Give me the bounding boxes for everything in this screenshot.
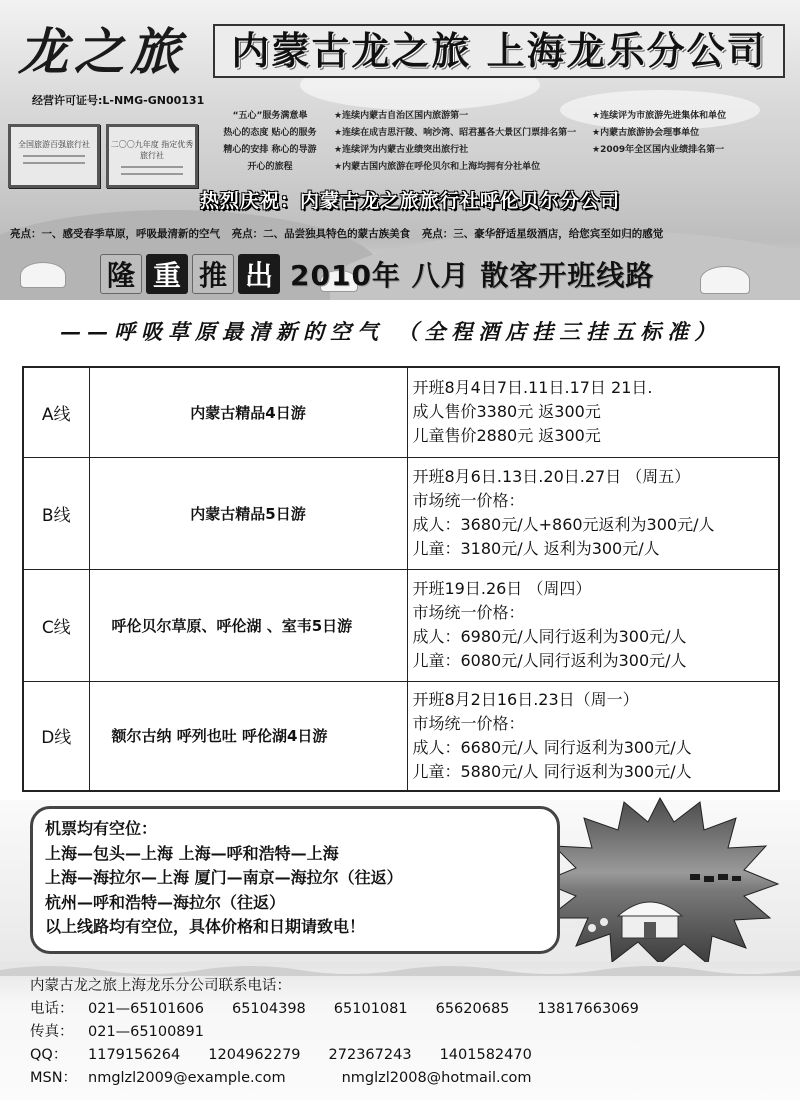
certificate-plaque (106, 124, 198, 188)
route-name: 内蒙古精品5日游 (89, 457, 407, 569)
detail-line: 成人：6980元/人同行返利为300元/人 (412, 627, 687, 646)
table-row (23, 367, 779, 457)
headline (100, 252, 654, 296)
honor-item: ★内蒙古旅游协会理事单位 (592, 128, 700, 138)
route-name: 呼伦贝尔草原、呼伦湖 、室韦5日游 (89, 569, 407, 681)
company-title: 内蒙古龙之旅 上海龙乐分公司 (213, 24, 785, 78)
logo-text: 龙之旅 (18, 22, 186, 81)
headline-text: 2010年 八月 散客开班线路 (290, 259, 655, 292)
phone-number: 65104398 (231, 1001, 306, 1017)
route-name: 内蒙古精品4日游 (89, 367, 407, 457)
certificate-title: 全国旅游百强旅行社 (18, 140, 90, 149)
qq-label: QQ： (30, 1047, 68, 1063)
flight-line: 上海—海拉尔—上海 厦门—南京—海拉尔（往返） (45, 868, 403, 887)
slogan-line: 开心的旅程 (247, 162, 293, 172)
detail-line: 开班8月6日.13日.20日.27日 （周五） (412, 467, 691, 486)
fax-label: 传真： (30, 1024, 74, 1040)
route-details (407, 681, 779, 791)
highlight-item: 亮点：三、豪华舒适星级酒店，给您宾至如归的感觉 (421, 228, 664, 240)
phone-number: 65620685 (435, 1001, 510, 1017)
certificate-title: 二〇〇九年度 指定优秀旅行社 (110, 140, 194, 160)
slogan-line: “五心”服务满意皋 (232, 111, 308, 121)
detail-line: 儿童：5880元/人 同行返利为300元/人 (412, 761, 692, 781)
honor-item: ★2009年全区国内业绩排名第一 (592, 145, 725, 155)
qq-number: 1204962279 (208, 1047, 301, 1063)
qq-row (30, 1044, 790, 1067)
business-license: 经营许可证号:L-NMG-GN00131 (32, 94, 205, 107)
route-code: B线 (23, 457, 89, 569)
celebration-banner: 热烈庆祝：内蒙古龙之旅旅行社呼伦贝尔分公司 (200, 190, 621, 212)
brand-logo (18, 14, 208, 90)
slogan-line: 热心的态度 贴心的服务 (223, 128, 317, 138)
highlights-row (10, 226, 795, 241)
detail-line: 开班8月4日7日.11日.17日 21日. (412, 378, 653, 398)
slogan-line: 精心的安排 称心的导游 (223, 145, 317, 155)
highlight-item: 亮点：二、品尝独具特色的蒙古族美食 (231, 228, 411, 240)
detail-line: 儿童：6080元/人同行返利为300元/人 (412, 651, 687, 670)
phone-number: 021—65101606 (88, 1001, 204, 1017)
detail-line: 开班8月2日16日.23日（周一） (412, 689, 639, 709)
honor-item: ★连续内蒙古自治区国内旅游第一 (334, 111, 469, 121)
grassland-photo-burst (540, 796, 780, 966)
table-row (23, 457, 779, 569)
qq-number: 1401582470 (439, 1047, 532, 1063)
flight-line: 以上线路均有空位，具体价格和日期请致电！ (45, 917, 366, 936)
detail-line: 开班19日.26日 （周四） (412, 579, 592, 598)
detail-line: 成人：6680元/人 同行返利为300元/人 (412, 737, 692, 757)
headline-subtitle: ——呼吸草原最清新的空气 （全程酒店挂三挂五标准） (60, 319, 722, 344)
route-name: 额尔古纳 呼列也吐 呼伦湖4日游 (89, 681, 407, 791)
contact-heading: 内蒙古龙之旅上海龙乐分公司联系电话： (30, 978, 291, 994)
phone-label: 电话： (30, 1001, 74, 1017)
flight-availability-box (30, 806, 560, 954)
detail-line: 儿童售价2880元 返300元 (412, 426, 601, 446)
msn-address: nmglzl2008@hotmail.com (341, 1070, 532, 1086)
flight-line: 杭州—呼和浩特—海拉尔（往返） (45, 892, 286, 912)
msn-row (30, 1067, 790, 1090)
phone-number: 13817663069 (537, 1001, 639, 1017)
table-row (23, 681, 779, 791)
routes-table (22, 366, 780, 792)
contact-info (30, 975, 790, 1090)
detail-line: 成人：3680元/人+860元返利为300元/人 (412, 515, 715, 534)
headline-char: 重 (146, 254, 188, 294)
route-code: A线 (23, 367, 89, 457)
highlight-item: 亮点：一、感受春季草原，呼吸最清新的空气 (10, 228, 220, 240)
qq-number: 1179156264 (88, 1047, 181, 1063)
qq-number: 272367243 (328, 1047, 412, 1063)
msn-address: nmglzl2009@example.com (88, 1070, 286, 1086)
honors-list-right (592, 108, 792, 159)
route-details (407, 457, 779, 569)
detail-line: 成人售价3380元 返300元 (412, 402, 601, 422)
detail-line: 市场统一价格： (412, 603, 525, 622)
honor-item: ★连续评为市旅游先进集体和单位 (592, 111, 727, 121)
service-slogans (206, 108, 334, 176)
flight-line: 上海—包头—上海 上海—呼和浩特—上海 (45, 843, 339, 863)
honor-item: ★内蒙古国内旅游在呼伦贝尔和上海均拥有分社单位 (334, 162, 541, 172)
honor-item: ★连续在成吉思汗陵、响沙湾、昭君墓各大景区门票排名第一 (334, 128, 577, 138)
detail-line: 市场统一价格： (412, 713, 525, 733)
detail-line: 市场统一价格： (412, 491, 525, 510)
fax-number: 021—65100891 (88, 1024, 204, 1040)
certificate-plaque (8, 124, 100, 188)
route-details (407, 569, 779, 681)
tickets-title: 机票均有空位： (45, 819, 158, 838)
route-code: D线 (23, 681, 89, 791)
phone-number: 65101081 (333, 1001, 408, 1017)
msn-label: MSN： (30, 1070, 78, 1086)
headline-char: 推 (192, 254, 234, 294)
wave-divider (0, 962, 800, 976)
fax-row (30, 1021, 790, 1044)
headline-char: 出 (238, 254, 280, 294)
detail-line: 儿童：3180元/人 返利为300元/人 (412, 539, 660, 558)
honor-item: ★连续评为内蒙古业绩突出旅行社 (334, 145, 469, 155)
table-row (23, 569, 779, 681)
route-code: C线 (23, 569, 89, 681)
phone-row (30, 998, 790, 1021)
honors-list (334, 108, 592, 176)
route-details (407, 367, 779, 457)
headline-char: 隆 (100, 254, 142, 294)
